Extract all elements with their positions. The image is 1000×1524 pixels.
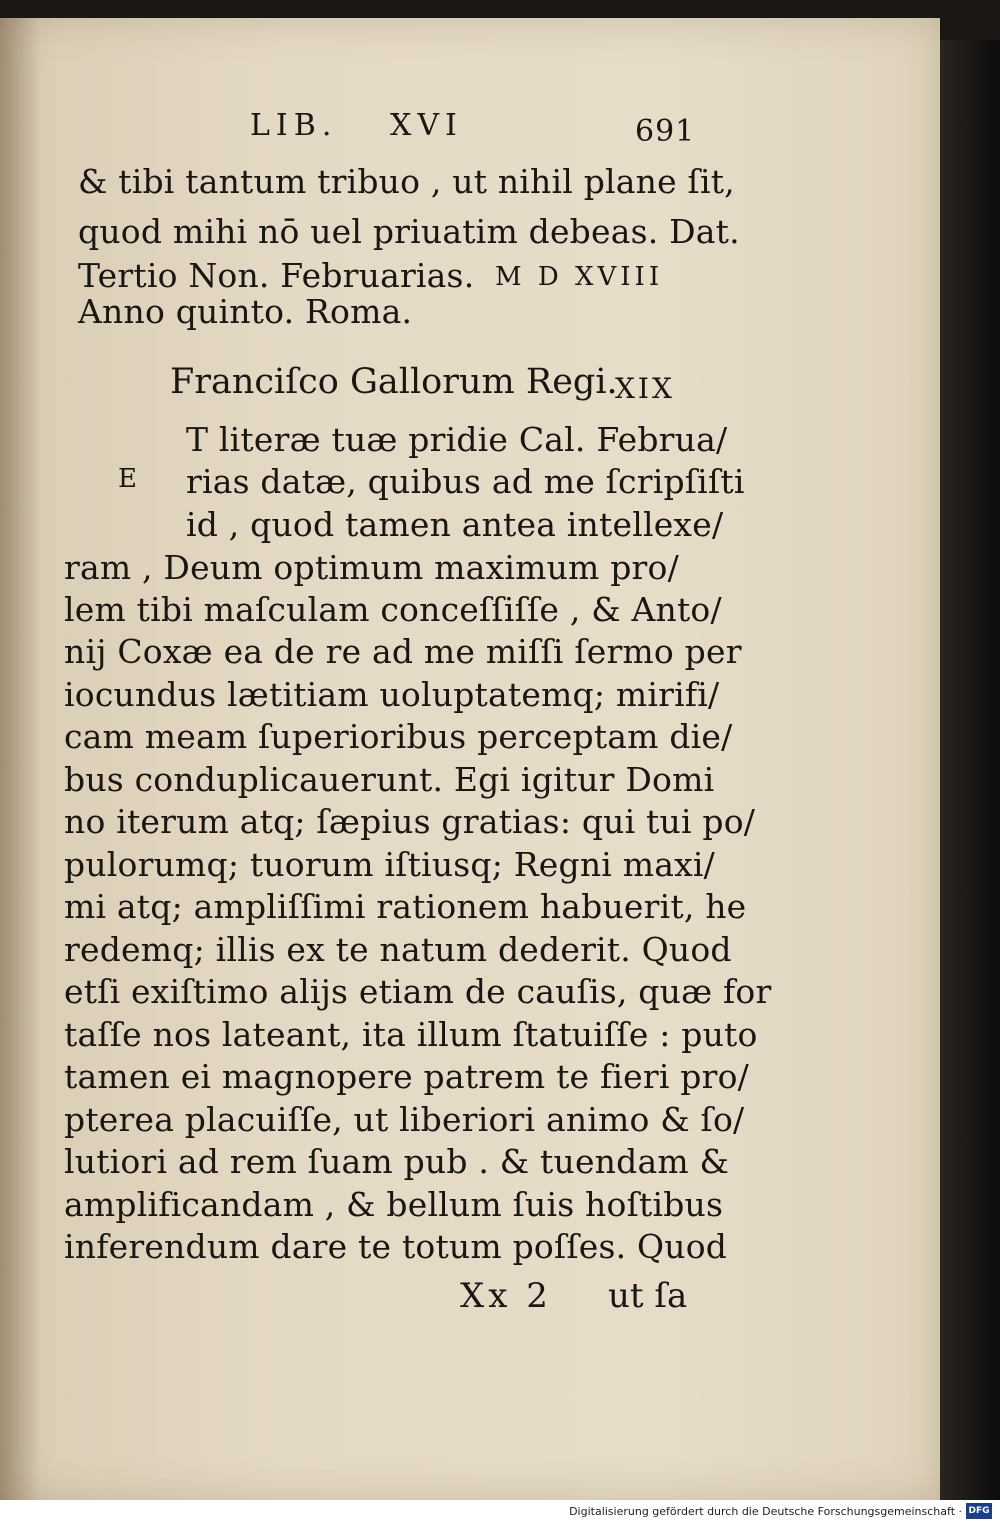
letter-heading: Franciſco Gallorum Regi. xyxy=(170,362,618,402)
text-line: no iterum atq; ſæpius gratias: qui tui po/ xyxy=(64,802,756,841)
text-line: redemq; illis ex te natum dederit. Quod xyxy=(64,930,732,969)
date-year: M D XVIII xyxy=(495,262,664,292)
text-line: bus conduplicauerunt. Egi igitur Domi xyxy=(64,760,715,799)
text-line: ram , Deum optimum maximum pro/ xyxy=(64,548,679,587)
text-line: mi atq; ampliſſimi rationem habuerit, he xyxy=(64,887,747,926)
text-line: lutiori ad rem ſuam pub . & tuendam & xyxy=(64,1142,730,1181)
letter-number: XIX xyxy=(615,372,675,405)
text-line: id , quod tamen antea intellexe/ xyxy=(186,505,724,544)
text-line: T literæ tuæ pridie Cal. Februa/ xyxy=(186,420,728,459)
text-line: pterea placuiſſe, ut liberiori animo & ſo/ xyxy=(64,1100,745,1139)
text-line: etſi exiſtimo alijs etiam de cauſis, quæ for xyxy=(64,972,772,1011)
text-line: pulorumq; tuorum iſtiusq; Regni maxi/ xyxy=(64,845,715,884)
running-header xyxy=(250,108,700,148)
signature-mark: Xx 2 xyxy=(460,1276,552,1316)
page-number: 691 xyxy=(635,114,696,149)
text-line: taſſe nos lateant, ita illum ſtatuiſſe : puto xyxy=(64,1015,758,1054)
text-line: tamen ei magnopere patrem te fieri pro/ xyxy=(64,1057,749,1096)
header-book-label: LIB. xyxy=(250,108,338,143)
gutter-shadow xyxy=(0,18,40,1500)
text-line: inferendum dare te totum poſſes. Quod xyxy=(64,1227,728,1266)
text-line: Tertio Non. Februarias. xyxy=(78,256,475,295)
dfg-logo: DFG xyxy=(966,1503,992,1519)
text-line: lem tibi maſculam conceſſiſſe , & Anto/ xyxy=(64,590,722,629)
text-line: rias datæ, quibus ad me ſcripſiſti xyxy=(186,462,745,501)
text-line: nij Coxæ ea de re ad me miſſi ſermo per xyxy=(64,632,742,671)
text-line: quod mihi nō uel priuatim debeas. Dat. xyxy=(78,212,740,251)
header-book-number: XVI xyxy=(390,108,463,143)
text-line: cam meam ſuperioribus perceptam die/ xyxy=(64,717,733,756)
book-edge xyxy=(940,40,1000,1500)
text-line: amplificandam , & bellum ſuis hoſtibus xyxy=(64,1185,724,1224)
drop-cap: E xyxy=(118,464,137,494)
catchword: ut ſa xyxy=(608,1276,688,1316)
text-line: Anno quinto. Roma. xyxy=(78,292,413,331)
text-line: iocundus lætitiam uoluptatemq; mirifi/ xyxy=(64,675,720,714)
funding-credit: Digitalisierung gefördert durch die Deutsche Forschungsgemeinschaft · xyxy=(569,1505,962,1518)
text-line: & tibi tantum tribuo , ut nihil plane ſit, xyxy=(78,162,735,201)
